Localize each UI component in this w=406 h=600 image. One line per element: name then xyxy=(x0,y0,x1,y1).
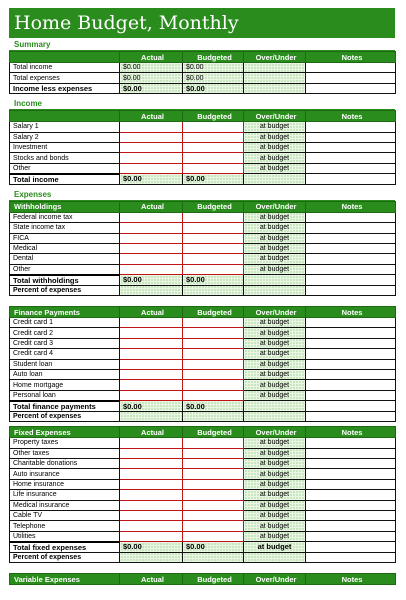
over-under-cell[interactable]: at budget xyxy=(244,359,306,369)
budgeted-cell[interactable] xyxy=(183,254,244,264)
row-label: Salary 1 xyxy=(10,122,120,132)
row-label: Investment xyxy=(10,142,120,152)
income-rows xyxy=(10,122,396,174)
notes-cell[interactable] xyxy=(306,328,396,338)
row-label: Total expenses xyxy=(10,73,120,83)
col-over-under: Over/Under xyxy=(244,111,306,122)
budget-sheet xyxy=(9,8,395,585)
over-under-cell[interactable]: at budget xyxy=(244,223,306,233)
over-under-cell[interactable]: at budget xyxy=(244,521,306,531)
notes-cell[interactable] xyxy=(306,401,396,412)
budgeted-cell[interactable] xyxy=(183,328,244,338)
table-row xyxy=(10,338,396,348)
over-under-cell[interactable]: at budget xyxy=(244,458,306,468)
over-under-cell[interactable]: at budget xyxy=(244,438,306,448)
summary-table xyxy=(9,51,396,94)
notes-cell[interactable] xyxy=(306,153,396,163)
budgeted-cell[interactable] xyxy=(183,264,244,275)
row-label: Other taxes xyxy=(10,448,120,458)
table-row xyxy=(10,380,396,390)
notes-cell[interactable] xyxy=(306,469,396,479)
budgeted-cell[interactable]: $0.00 xyxy=(183,63,244,73)
withholdings-header-row xyxy=(10,201,396,212)
actual-cell[interactable] xyxy=(120,318,183,328)
table-row xyxy=(10,122,396,132)
actual-cell[interactable] xyxy=(120,142,183,152)
notes-cell[interactable] xyxy=(306,233,396,243)
budgeted-cell[interactable] xyxy=(183,233,244,243)
budgeted-cell[interactable] xyxy=(183,349,244,359)
row-label: Auto loan xyxy=(10,370,120,380)
table-row xyxy=(10,390,396,401)
budgeted-cell[interactable] xyxy=(183,531,244,542)
row-label: Property taxes xyxy=(10,438,120,448)
sheet-title: Home Budget, Monthly xyxy=(9,8,395,38)
table-row xyxy=(10,531,396,542)
finance-total-row xyxy=(10,401,396,412)
col-notes: Notes xyxy=(306,574,396,585)
actual-cell[interactable]: $0.00 xyxy=(120,174,183,185)
table-row xyxy=(10,132,396,142)
notes-cell[interactable] xyxy=(306,174,396,185)
actual-cell[interactable] xyxy=(120,411,183,421)
actual-cell[interactable] xyxy=(120,132,183,142)
actual-cell[interactable] xyxy=(120,122,183,132)
budgeted-cell[interactable] xyxy=(183,390,244,401)
actual-cell[interactable] xyxy=(120,469,183,479)
over-under-cell[interactable] xyxy=(244,411,306,421)
table-row xyxy=(10,458,396,468)
actual-cell[interactable] xyxy=(120,479,183,489)
finance-header-row xyxy=(10,307,396,318)
finance-heading: Finance Payments xyxy=(10,307,120,318)
budgeted-cell[interactable] xyxy=(183,479,244,489)
notes-cell[interactable] xyxy=(306,552,396,562)
over-under-cell[interactable] xyxy=(244,275,306,286)
actual-cell[interactable] xyxy=(120,223,183,233)
row-label: Percent of expenses xyxy=(10,411,120,421)
actual-cell[interactable] xyxy=(120,370,183,380)
col-budgeted: Budgeted xyxy=(183,201,244,212)
actual-cell[interactable] xyxy=(120,448,183,458)
notes-cell[interactable] xyxy=(306,521,396,531)
income-total-row xyxy=(10,174,396,185)
row-label: Percent of expenses xyxy=(10,552,120,562)
budgeted-cell[interactable]: $0.00 xyxy=(183,542,244,553)
over-under-cell[interactable]: at budget xyxy=(244,264,306,275)
row-label: Percent of expenses xyxy=(10,285,120,295)
actual-cell[interactable] xyxy=(120,552,183,562)
over-under-cell[interactable]: at budget xyxy=(244,479,306,489)
row-label: Credit card 4 xyxy=(10,349,120,359)
over-under-cell[interactable]: at budget xyxy=(244,254,306,264)
row-label: Dental xyxy=(10,254,120,264)
table-row xyxy=(10,328,396,338)
budgeted-cell[interactable] xyxy=(183,380,244,390)
table-row xyxy=(10,243,396,253)
row-label: Federal income tax xyxy=(10,212,120,222)
actual-cell[interactable]: $0.00 xyxy=(120,401,183,412)
fixed-table xyxy=(9,426,396,563)
actual-cell[interactable]: $0.00 xyxy=(120,542,183,553)
table-row xyxy=(10,153,396,163)
budgeted-cell[interactable] xyxy=(183,318,244,328)
over-under-cell[interactable]: at budget xyxy=(244,510,306,520)
over-under-cell[interactable] xyxy=(244,174,306,185)
over-under-cell[interactable] xyxy=(244,63,306,73)
row-label: Utilities xyxy=(10,531,120,542)
row-label: Credit card 2 xyxy=(10,328,120,338)
col-over-under: Over/Under xyxy=(244,427,306,438)
table-row xyxy=(10,83,396,93)
over-under-cell[interactable]: at budget xyxy=(244,370,306,380)
col-budgeted: Budgeted xyxy=(183,427,244,438)
over-under-cell[interactable]: at budget xyxy=(244,142,306,152)
over-under-cell[interactable]: at budget xyxy=(244,448,306,458)
actual-cell[interactable] xyxy=(120,510,183,520)
row-label: Home insurance xyxy=(10,479,120,489)
col-budgeted: Budgeted xyxy=(183,307,244,318)
over-under-cell[interactable]: at budget xyxy=(244,500,306,510)
notes-cell[interactable] xyxy=(306,438,396,448)
withholdings-rows xyxy=(10,212,396,274)
over-under-cell[interactable]: at budget xyxy=(244,132,306,142)
row-label: Salary 2 xyxy=(10,132,120,142)
table-row xyxy=(10,349,396,359)
table-row xyxy=(10,510,396,520)
budgeted-cell[interactable] xyxy=(183,338,244,348)
over-under-cell[interactable]: at budget xyxy=(244,542,306,553)
budgeted-cell[interactable] xyxy=(183,448,244,458)
actual-cell[interactable] xyxy=(120,349,183,359)
table-row xyxy=(10,233,396,243)
budgeted-cell[interactable]: $0.00 xyxy=(183,401,244,412)
budgeted-cell[interactable] xyxy=(183,163,244,174)
over-under-cell[interactable] xyxy=(244,285,306,295)
withholdings-percent-row xyxy=(10,285,396,295)
col-notes: Notes xyxy=(306,52,396,63)
actual-cell[interactable] xyxy=(120,390,183,401)
budgeted-cell[interactable] xyxy=(183,243,244,253)
over-under-cell[interactable]: at budget xyxy=(244,328,306,338)
row-label: Student loan xyxy=(10,359,120,369)
income-table xyxy=(9,110,396,185)
over-under-cell[interactable]: at budget xyxy=(244,531,306,542)
finance-percent-row xyxy=(10,411,396,421)
row-label: Personal loan xyxy=(10,390,120,401)
row-label: Total income xyxy=(10,174,120,185)
actual-cell[interactable] xyxy=(120,500,183,510)
row-label: Medical insurance xyxy=(10,500,120,510)
notes-cell[interactable] xyxy=(306,132,396,142)
budgeted-cell[interactable] xyxy=(183,521,244,531)
notes-cell[interactable] xyxy=(306,83,396,93)
budgeted-cell[interactable]: $0.00 xyxy=(183,83,244,93)
withholdings-table xyxy=(9,201,396,296)
row-label: Other xyxy=(10,163,120,174)
row-label: Other xyxy=(10,264,120,275)
over-under-cell[interactable]: at budget xyxy=(244,349,306,359)
notes-cell[interactable] xyxy=(306,349,396,359)
notes-cell[interactable] xyxy=(306,542,396,553)
budgeted-cell[interactable] xyxy=(183,510,244,520)
col-over-under: Over/Under xyxy=(244,574,306,585)
budgeted-cell[interactable]: $0.00 xyxy=(183,174,244,185)
budgeted-cell[interactable] xyxy=(183,458,244,468)
notes-cell[interactable] xyxy=(306,448,396,458)
actual-cell[interactable]: $0.00 xyxy=(120,63,183,73)
notes-cell[interactable] xyxy=(306,531,396,542)
notes-cell[interactable] xyxy=(306,510,396,520)
actual-cell[interactable] xyxy=(120,285,183,295)
col-budgeted: Budgeted xyxy=(183,52,244,63)
col-notes: Notes xyxy=(306,427,396,438)
summary-heading: Summary xyxy=(9,39,395,51)
over-under-cell[interactable] xyxy=(244,401,306,412)
notes-cell[interactable] xyxy=(306,318,396,328)
budgeted-cell[interactable] xyxy=(183,153,244,163)
budgeted-cell[interactable] xyxy=(183,490,244,500)
table-row xyxy=(10,438,396,448)
table-row xyxy=(10,500,396,510)
actual-cell[interactable] xyxy=(120,380,183,390)
actual-cell[interactable] xyxy=(120,153,183,163)
table-row xyxy=(10,63,396,73)
col-actual: Actual xyxy=(120,574,183,585)
col-budgeted: Budgeted xyxy=(183,111,244,122)
over-under-cell[interactable]: at budget xyxy=(244,243,306,253)
table-row xyxy=(10,212,396,222)
notes-cell[interactable] xyxy=(306,264,396,275)
notes-cell[interactable] xyxy=(306,458,396,468)
budgeted-cell[interactable]: $0.00 xyxy=(183,73,244,83)
table-row xyxy=(10,448,396,458)
notes-cell[interactable] xyxy=(306,411,396,421)
over-under-cell[interactable]: at budget xyxy=(244,212,306,222)
actual-cell[interactable] xyxy=(120,359,183,369)
budgeted-cell[interactable] xyxy=(183,132,244,142)
variable-heading: Variable Expenses xyxy=(10,574,120,585)
budgeted-cell[interactable] xyxy=(183,552,244,562)
budgeted-cell[interactable] xyxy=(183,122,244,132)
row-label: Total income xyxy=(10,63,120,73)
fixed-header-row xyxy=(10,427,396,438)
col-actual: Actual xyxy=(120,201,183,212)
col-actual: Actual xyxy=(120,427,183,438)
income-heading: Income xyxy=(9,98,395,110)
row-label: Auto insurance xyxy=(10,469,120,479)
row-label: Stocks and bonds xyxy=(10,153,120,163)
over-under-cell[interactable] xyxy=(244,83,306,93)
notes-cell[interactable] xyxy=(306,500,396,510)
table-row xyxy=(10,479,396,489)
row-label: Home mortgage xyxy=(10,380,120,390)
row-label: Total withholdings xyxy=(10,275,120,286)
finance-table xyxy=(9,306,396,422)
notes-cell[interactable] xyxy=(306,479,396,489)
actual-cell[interactable]: $0.00 xyxy=(120,275,183,286)
budgeted-cell[interactable] xyxy=(183,212,244,222)
row-label: Medical xyxy=(10,243,120,253)
row-label: Credit card 3 xyxy=(10,338,120,348)
actual-cell[interactable] xyxy=(120,328,183,338)
col-notes: Notes xyxy=(306,111,396,122)
budgeted-cell[interactable] xyxy=(183,359,244,369)
row-label: Telephone xyxy=(10,521,120,531)
table-row xyxy=(10,370,396,380)
budgeted-cell[interactable] xyxy=(183,411,244,421)
budgeted-cell[interactable] xyxy=(183,142,244,152)
actual-cell[interactable]: $0.00 xyxy=(120,73,183,83)
notes-cell[interactable] xyxy=(306,338,396,348)
table-row xyxy=(10,254,396,264)
actual-cell[interactable] xyxy=(120,531,183,542)
table-row xyxy=(10,142,396,152)
over-under-cell[interactable] xyxy=(244,73,306,83)
fixed-total-row xyxy=(10,542,396,553)
notes-cell[interactable] xyxy=(306,212,396,222)
table-row xyxy=(10,469,396,479)
fixed-percent-row xyxy=(10,552,396,562)
col-over-under: Over/Under xyxy=(244,307,306,318)
notes-cell[interactable] xyxy=(306,254,396,264)
over-under-cell[interactable]: at budget xyxy=(244,163,306,174)
table-row xyxy=(10,490,396,500)
row-label: Charitable donations xyxy=(10,458,120,468)
notes-cell[interactable] xyxy=(306,370,396,380)
notes-cell[interactable] xyxy=(306,243,396,253)
col-actual: Actual xyxy=(120,307,183,318)
actual-cell[interactable] xyxy=(120,233,183,243)
over-under-cell[interactable] xyxy=(244,552,306,562)
fixed-rows xyxy=(10,438,396,542)
withholdings-heading: Withholdings xyxy=(10,201,120,212)
col-notes: Notes xyxy=(306,307,396,318)
row-label: Total fixed expenses xyxy=(10,542,120,553)
notes-cell[interactable] xyxy=(306,63,396,73)
income-header-row xyxy=(10,111,396,122)
row-label: Income less expenses xyxy=(10,83,120,93)
table-row xyxy=(10,359,396,369)
col-over-under: Over/Under xyxy=(244,52,306,63)
actual-cell[interactable] xyxy=(120,254,183,264)
expenses-heading: Expenses xyxy=(9,189,395,201)
over-under-cell[interactable]: at budget xyxy=(244,153,306,163)
actual-cell[interactable] xyxy=(120,458,183,468)
actual-cell[interactable] xyxy=(120,243,183,253)
actual-cell[interactable] xyxy=(120,521,183,531)
table-row xyxy=(10,264,396,275)
over-under-cell[interactable]: at budget xyxy=(244,338,306,348)
actual-cell[interactable] xyxy=(120,438,183,448)
notes-cell[interactable] xyxy=(306,390,396,401)
row-label: Life insurance xyxy=(10,490,120,500)
notes-cell[interactable] xyxy=(306,380,396,390)
variable-header-row xyxy=(10,574,396,585)
over-under-cell[interactable]: at budget xyxy=(244,490,306,500)
col-actual: Actual xyxy=(120,52,183,63)
budgeted-cell[interactable] xyxy=(183,438,244,448)
notes-cell[interactable] xyxy=(306,122,396,132)
col-over-under: Over/Under xyxy=(244,201,306,212)
table-row xyxy=(10,223,396,233)
budgeted-cell[interactable] xyxy=(183,500,244,510)
row-label: FICA xyxy=(10,233,120,243)
col-budgeted: Budgeted xyxy=(183,574,244,585)
budgeted-cell[interactable] xyxy=(183,370,244,380)
actual-cell[interactable]: $0.00 xyxy=(120,83,183,93)
notes-cell[interactable] xyxy=(306,223,396,233)
over-under-cell[interactable]: at budget xyxy=(244,469,306,479)
budgeted-cell[interactable] xyxy=(183,469,244,479)
table-row xyxy=(10,318,396,328)
row-label: Credit card 1 xyxy=(10,318,120,328)
notes-cell[interactable] xyxy=(306,359,396,369)
actual-cell[interactable] xyxy=(120,490,183,500)
table-row xyxy=(10,163,396,174)
actual-cell[interactable] xyxy=(120,212,183,222)
over-under-cell[interactable]: at budget xyxy=(244,122,306,132)
notes-cell[interactable] xyxy=(306,163,396,174)
actual-cell[interactable] xyxy=(120,163,183,174)
finance-rows xyxy=(10,318,396,401)
row-label: Cable TV xyxy=(10,510,120,520)
notes-cell[interactable] xyxy=(306,275,396,286)
col-notes: Notes xyxy=(306,201,396,212)
actual-cell[interactable] xyxy=(120,338,183,348)
table-row xyxy=(10,521,396,531)
over-under-cell[interactable]: at budget xyxy=(244,380,306,390)
actual-cell[interactable] xyxy=(120,264,183,275)
withholdings-total-row xyxy=(10,275,396,286)
over-under-cell[interactable]: at budget xyxy=(244,318,306,328)
notes-cell[interactable] xyxy=(306,142,396,152)
budgeted-cell[interactable] xyxy=(183,223,244,233)
row-label: State income tax xyxy=(10,223,120,233)
table-row xyxy=(10,73,396,83)
row-label: Total finance payments xyxy=(10,401,120,412)
notes-cell[interactable] xyxy=(306,490,396,500)
col-actual: Actual xyxy=(120,111,183,122)
notes-cell[interactable] xyxy=(306,285,396,295)
notes-cell[interactable] xyxy=(306,73,396,83)
over-under-cell[interactable]: at budget xyxy=(244,233,306,243)
budgeted-cell[interactable]: $0.00 xyxy=(183,275,244,286)
fixed-heading: Fixed Expenses xyxy=(10,427,120,438)
over-under-cell[interactable]: at budget xyxy=(244,390,306,401)
variable-table xyxy=(9,573,396,585)
summary-header-row xyxy=(10,52,396,63)
budgeted-cell[interactable] xyxy=(183,285,244,295)
